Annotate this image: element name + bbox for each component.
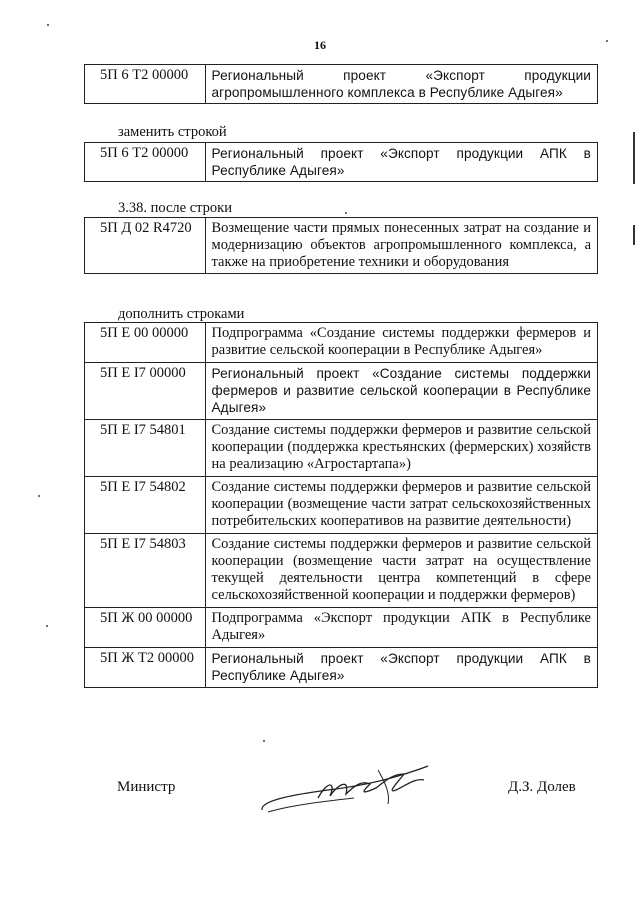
scan-speck (263, 740, 265, 742)
added-rows-table (84, 322, 598, 688)
scan-speck (345, 212, 347, 214)
budget-code: 5П Ж 00 00000 (85, 608, 206, 648)
scan-speck (46, 625, 48, 627)
scan-speck (38, 495, 40, 497)
budget-code: 5П 6 Т2 00000 (85, 143, 206, 182)
position-title: Министр (117, 779, 176, 795)
scan-speck (47, 24, 49, 26)
table-row (85, 648, 598, 688)
replacement-row-table (84, 142, 598, 182)
row-description: Региональный проект «Экспорт продукции агропромышленного комплекса в Республике Адыгея» (205, 65, 597, 104)
budget-code: 5П Е I7 54801 (85, 420, 206, 477)
budget-code: 5П Е I7 54803 (85, 534, 206, 608)
scan-edge-mark (633, 225, 635, 245)
after-instruction: 3.38. после строки (118, 200, 232, 216)
table-row (85, 534, 598, 608)
budget-code: 5П Е I7 54802 (85, 477, 206, 534)
row-description: Региональный проект «Экспорт продукции АПК в Республике Адыгея» (205, 648, 597, 688)
scan-speck (606, 40, 608, 42)
row-description: Региональный проект «Создание системы поддержки фермеров и развитие сельской кооперации в Республике Адыгея» (205, 363, 597, 420)
signature-block (0, 760, 640, 840)
budget-code: 5П Е I7 00000 (85, 363, 206, 420)
add-instruction: дополнить строками (118, 306, 245, 322)
replace-instruction: заменить строкой (118, 124, 227, 140)
row-description: Региональный проект «Экспорт продукции АПК в Республике Адыгея» (205, 143, 597, 182)
table-row (85, 363, 598, 420)
row-description: Подпрограмма «Экспорт продукции АПК в Республике Адыгея» (205, 608, 597, 648)
table-row (85, 65, 598, 104)
table-row (85, 143, 598, 182)
row-description: Возмещение части прямых понесенных затрат на создание и модернизацию объектов агропромышленного комплекса, а также на приобретение техники и оборудования (205, 218, 597, 274)
row-description: Создание системы поддержки фермеров и развитие сельской кооперации (возмещение части затрат на осуществление текущей деятельности центра компетенций в сфере сельскохозяйственной кооперации и поддержки фермеров) (205, 534, 597, 608)
budget-code: 5П Е 00 00000 (85, 323, 206, 363)
table-row (85, 323, 598, 363)
table-row (85, 420, 598, 477)
table-row (85, 477, 598, 534)
scan-edge-mark (633, 132, 635, 184)
after-row-table (84, 217, 598, 274)
original-row-table (84, 64, 598, 104)
budget-code: 5П 6 Т2 00000 (85, 65, 206, 104)
page-number: 16 (314, 38, 326, 52)
table-row (85, 608, 598, 648)
row-description: Подпрограмма «Создание системы поддержки фермеров и развитие сельской кооперации в Республике Адыгея» (205, 323, 597, 363)
row-description: Создание системы поддержки фермеров и развитие сельской кооперации (поддержка крестьянских (фермерских) хозяйств на реализацию «Агростартапа») (205, 420, 597, 477)
handwritten-signature (258, 760, 438, 820)
minister-name: Д.З. Долев (508, 779, 576, 795)
budget-code: 5П Ж Т2 00000 (85, 648, 206, 688)
row-description: Создание системы поддержки фермеров и развитие сельской кооперации (возмещение части затрат сельскохозяйственных потребительских кооперативов на развитие деятельности) (205, 477, 597, 534)
table-row (85, 218, 598, 274)
budget-code: 5П Д 02 R4720 (85, 218, 206, 274)
